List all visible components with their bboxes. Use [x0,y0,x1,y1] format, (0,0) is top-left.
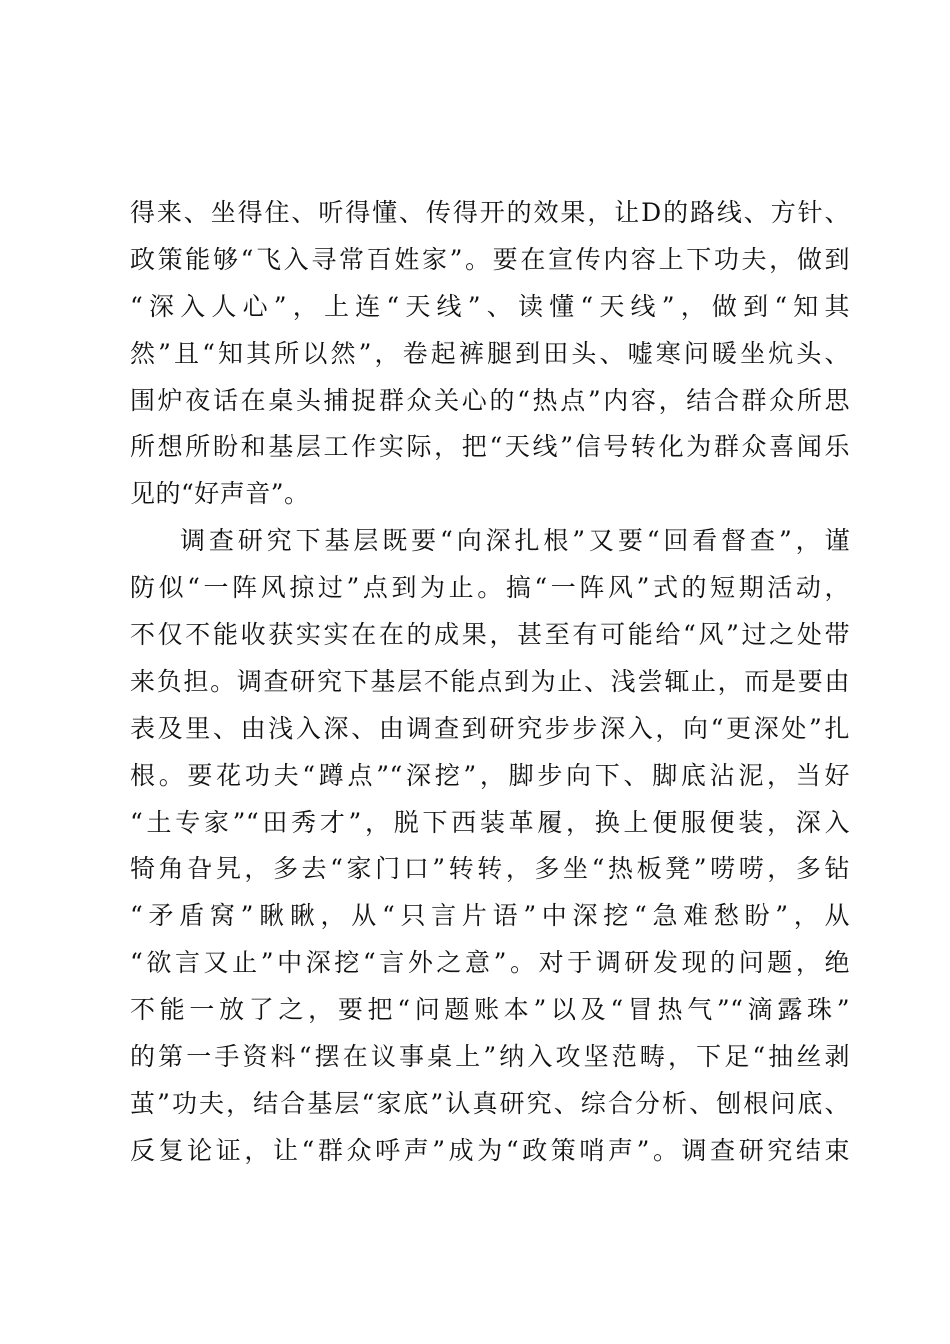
paragraph-2 [130,518,850,1174]
text-line: 的第一手资料“摆在议事桌上”纳入攻坚范畴，下足“抽丝剥 [130,1042,850,1072]
paragraph-1 [130,190,850,518]
text-line: “欲言又止”中深挖“言外之意”。对于调研发现的问题，绝 [130,948,850,978]
text-line: 根。要花功夫“蹲点”“深挖”，脚步向下、脚底沾泥，当好 [130,760,850,790]
text-line: 反复论证，让“群众呼声”成为“政策哨声”。调查研究结束 [130,1135,850,1165]
text-line: 不仅不能收获实实在在的成果，甚至有可能给“风”过之处带 [130,620,850,650]
text-line: 围炉夜话在桌头捕捉群众关心的“热点”内容，结合群众所思 [130,385,850,415]
text-line: 茧”功夫，结合基层“家底”认真研究、综合分析、刨根问底、 [130,1088,850,1118]
text-line: 犄角旮旯，多去“家门口”转转，多坐“热板凳”唠唠，多钻 [130,854,850,884]
text-line: 得来、坐得住、听得懂、传得开的效果，让D的路线、方针、 [130,198,850,227]
text-line: 不能一放了之，要把“问题账本”以及“冒热气”“滴露珠” [130,995,850,1025]
text-line: “矛盾窝”瞅瞅，从“只言片语”中深挖“急难愁盼”，从 [130,901,850,931]
body-text [130,190,850,1175]
text-line: 表及里、由浅入深、由调查到研究步步深入，向“更深处”扎 [130,713,850,743]
text-line: 来负担。调查研究下基层不能点到为止、浅尝辄止，而是要由 [130,666,850,696]
text-line: 然”且“知其所以然”，卷起裤腿到田头、嘘寒问暖坐炕头、 [130,338,850,368]
text-line: 见的“好声音”。 [130,479,310,509]
text-line: 政策能够“飞入寻常百姓家”。要在宣传内容上下功夫，做到 [130,244,850,274]
text-line: 调查研究下基层既要“向深扎根”又要“回看督查”，谨 [180,526,850,556]
text-line: 所想所盼和基层工作实际，把“天线”信号转化为群众喜闻乐 [130,432,850,462]
text-line: “深入人心”，上连“天线”、读懂“天线”，做到“知其 [130,291,850,321]
text-line: 防似“一阵风掠过”点到为止。搞“一阵风”式的短期活动， [130,573,850,603]
text-line: “土专家”“田秀才”，脱下西装革履，换上便服便装，深入 [130,807,850,837]
